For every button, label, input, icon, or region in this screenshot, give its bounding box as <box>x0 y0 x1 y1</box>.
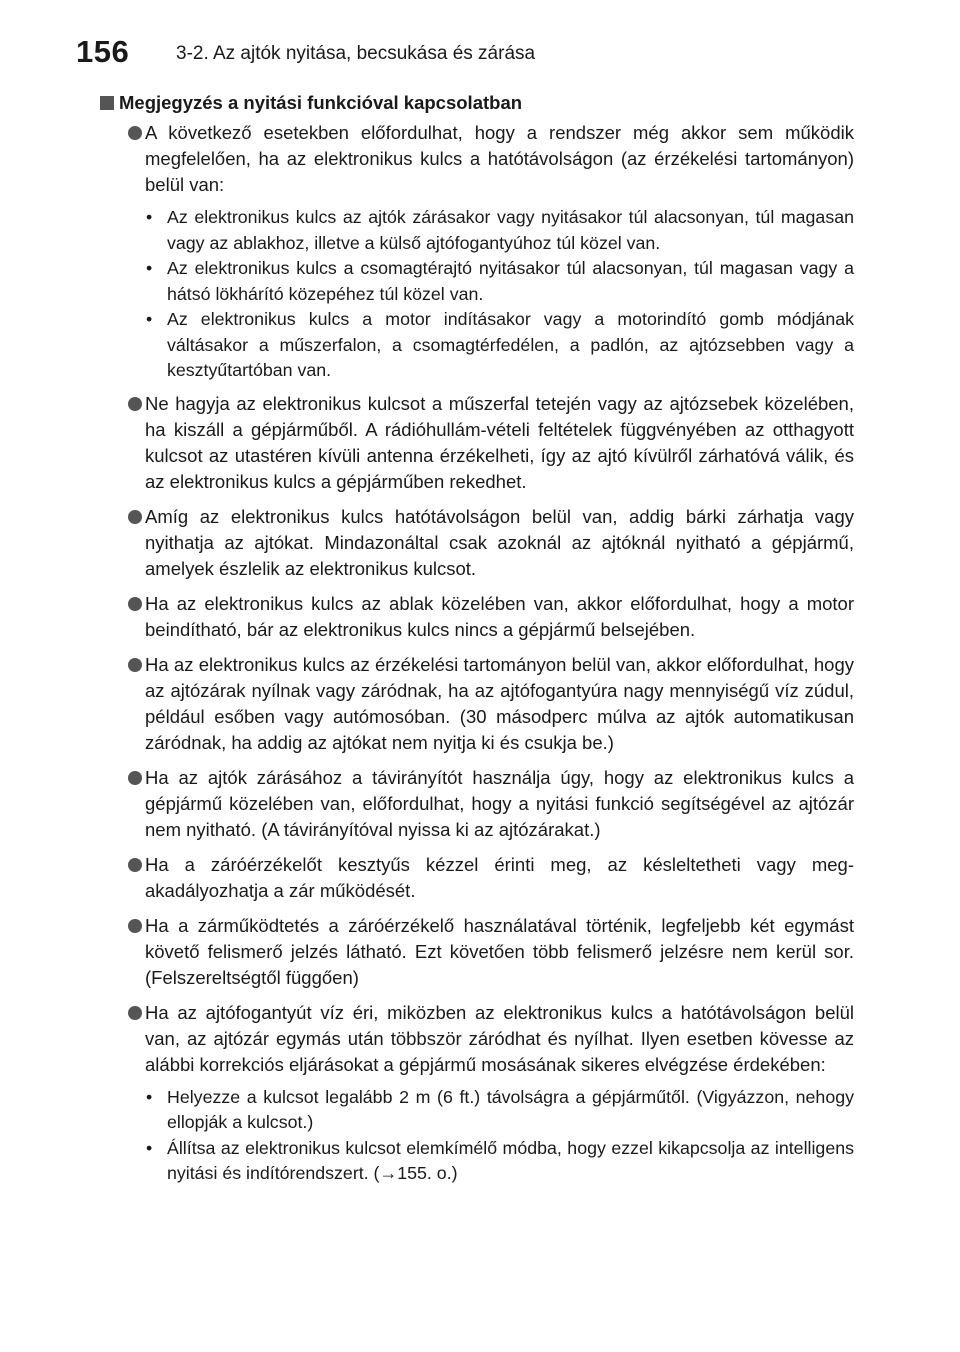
sub-list-item-text: Az elektronikus kulcs a csomagtérajtó nyitásakor túl alacsonyan, túl magasan vagy a hátsó lökhárító közepéhez túl közel van. <box>167 258 854 304</box>
sub-list-item <box>145 1085 854 1136</box>
main-content <box>100 92 854 1194</box>
list-item-text: Ha a záróérzékelőt kesztyűs kézzel érinti meg, az késleltetheti vagy megakadályozhatja a zár működését. <box>145 853 854 901</box>
section-heading <box>100 92 854 114</box>
list-item <box>100 120 854 384</box>
page-header <box>76 28 896 72</box>
list-item-text: Ha az elektronikus kulcs az ablak közelében van, akkor előfordulhat, hogy a motor beindítható, bár az elektronikus kulcs nincs a gépjármű belsejében. <box>145 592 854 640</box>
round-bullet-icon <box>128 597 142 611</box>
list-item <box>100 591 854 643</box>
list-item <box>100 765 854 843</box>
list-item-text: Ha a zárműködtetés a záróérzékelő használatával történik, legfeljebb két egymást követő felismerő jelzés látható. Ezt követően több felismerő jelzésre nem kerül sor. (Felszereltségtől függően) <box>145 914 854 988</box>
sub-list-item <box>145 205 854 256</box>
sub-list-item <box>145 1136 854 1187</box>
round-bullet-icon <box>128 1006 142 1020</box>
page-number: 156 <box>76 34 130 69</box>
list-item <box>100 913 854 991</box>
sub-list <box>145 205 854 384</box>
round-bullet-icon <box>128 771 142 785</box>
round-bullet-icon <box>128 510 142 524</box>
section-heading-text: Megjegyzés a nyitási funkcióval kapcsolatban <box>119 92 523 113</box>
list-item-text: Ne hagyja az elektronikus kulcsot a műszerfal tetején vagy az ajtózsebek közelében, ha kiszáll a gépjárműből. A rádióhullám-vételi feltételek függvényében az otthagyott kulcsot az utastéren kívüli antenna érzékelheti, így az ajtó kívülről zárhatóvá válik, és az elektronikus kulcs a gépjárműben rekedhet. <box>145 392 854 492</box>
list-item <box>100 652 854 756</box>
list-item <box>100 391 854 495</box>
round-bullet-icon <box>128 858 142 872</box>
sub-list <box>145 1085 854 1187</box>
sub-list-item-text: Helyezze a kulcsot legalább 2 m (6 ft.) távolságra a gépjárműtől. (Vigyázzon, nehogy ellopják a kulcsot.) <box>167 1086 854 1132</box>
small-bullet-icon: • <box>146 1137 153 1158</box>
round-bullet-icon <box>128 919 142 933</box>
sub-list-item-text: Az elektronikus kulcs a motor indításakor vagy a motorindító gomb módjának váltásakor a műszerfalon, a csomagtérfedélen, a padlón, az ajtózsebben vagy a kesztyűtartóban van. <box>167 309 854 380</box>
small-bullet-icon: • <box>146 258 153 278</box>
small-bullet-icon: • <box>146 1086 153 1107</box>
list-item-text: A következő esetekben előfordulhat, hogy a rendszer még akkor sem működik megfelelően, ha az elektronikus kulcs a hatótávolságon (az érzékelési tartományon) belül van: <box>145 122 854 195</box>
round-bullet-icon <box>128 658 142 672</box>
sub-list-item <box>145 256 854 307</box>
chapter-title: 3-2. Az ajtók nyitása, becsukása és zárása <box>176 43 536 64</box>
list-item-text: Ha az ajtók zárásához a távirányítót használja úgy, hogy az elektronikus kulcs a gépjármű közelében van, előfordulhat, hogy a nyitási funkció segítségével az ajtózár nem nyitható. (A távirányítóval nyissa ki az ajtózárakat.) <box>145 766 854 840</box>
square-bullet-icon <box>100 96 114 110</box>
small-bullet-icon: • <box>146 207 153 227</box>
small-bullet-icon: • <box>146 309 153 329</box>
sub-list-item <box>145 307 854 384</box>
sub-list-item-text: Az elektronikus kulcs az ajtók zárásakor vagy nyitásakor túl alacsonyan, túl magasan vagy az ablakhoz, illetve a külső ajtófogantyúhoz túl közel van. <box>167 207 854 253</box>
round-bullet-icon <box>128 126 142 140</box>
list-item-text: Ha az elektronikus kulcs az érzékelési tartományon belül van, akkor előfordulhat, hogy az ajtózárak nyílnak vagy záródnak, ha az ajtófogantyúra nagy mennyiségű víz zúdul, például esőben vagy autómosóban. (30 másodperc múlva az ajtók automatikusan záródnak, ha addig az ajtókat nem nyitja ki és csukja be.) <box>145 653 854 753</box>
sub-list-item-text: Állítsa az elektronikus kulcsot elemkímélő módba, hogy ezzel kikapcsolja az intelligens nyitási és indítórendszert. (→155. o.) <box>167 1137 854 1183</box>
list-item <box>100 1000 854 1187</box>
list-item <box>100 504 854 582</box>
list-item-text: Ha az ajtófogantyút víz éri, miközben az elektronikus kulcs a hatótávolságon belül van, az ajtózár egymás után többször záródhat és nyílhat. Ilyen esetben kövesse az alábbi korrekciós eljárásokat a gépjármű mosásának sikeres elvégzése érdekében: <box>145 1001 854 1075</box>
round-bullet-icon <box>128 397 142 411</box>
list-item <box>100 852 854 904</box>
list-item-text: Amíg az elektronikus kulcs hatótávolságon belül van, addig bárki zárhatja vagy nyithatja az ajtókat. Mindazonáltal csak azoknál az ajtóknál nyitható a gépjármű, amelyek észlelik az elektronikus kulcsot. <box>145 505 854 579</box>
